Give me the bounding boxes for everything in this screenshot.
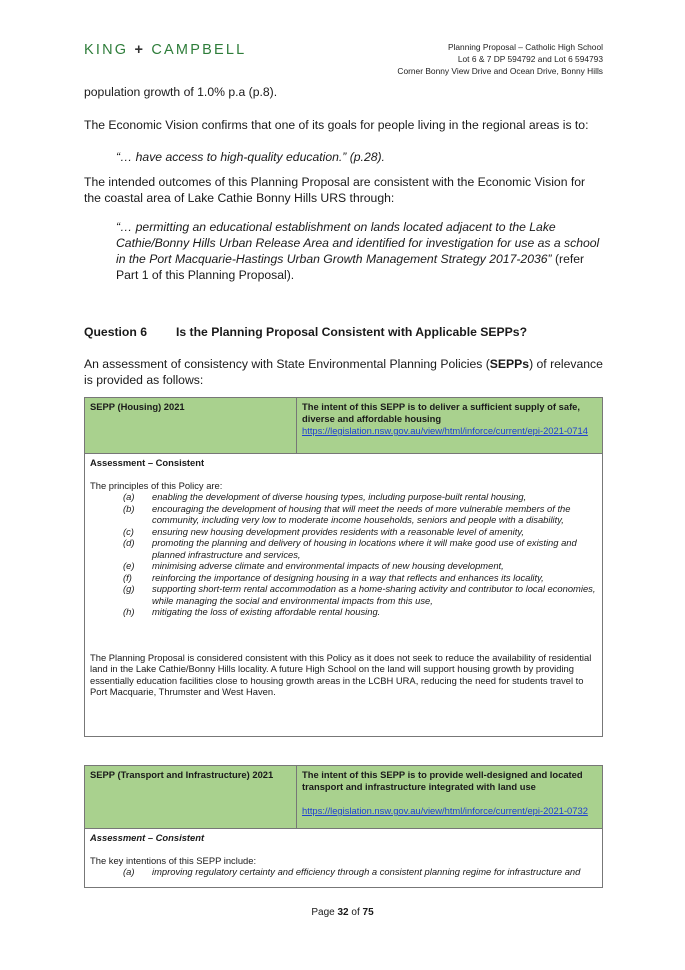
header-line-3: Corner Bonny View Drive and Ocean Drive, Bonny Hills — [397, 66, 603, 76]
list-item — [90, 583, 597, 606]
paragraph-intended-outcomes: The intended outcomes of this Planning Proposal are consistent with the Economic Vision for the coastal area of Lake Cathie Bonny Hills URS through: — [84, 175, 586, 205]
list-item-text: promoting the planning and delivery of housing in locations where it will make good use of existing and planned infrastructure and services, — [152, 537, 577, 560]
quote-educational-establishment — [116, 219, 606, 283]
list-item-label: (d) — [123, 537, 135, 548]
list-item-text: mitigating the loss of existing affordable rental housing. — [152, 606, 381, 617]
list-item — [90, 503, 597, 526]
sepp-housing-conclusion: The Planning Proposal is considered consistent with this Policy as it does not seek to reduce the availability of residential land in the Lake Cathie/Bonny Hills locality. A future High School on the land will support housing growth by providing essentially education facilities close to housing growth areas in the LCBH URA, reducing the need for students travel to Port Macquarie, Thrumster and West Haven. — [90, 651, 592, 697]
sepp-housing-assessment-row — [85, 454, 603, 737]
sepp-transport-intent: The intent of this SEPP is to provide well-designed and located transport and infrastructure integrated with land use — [302, 769, 583, 792]
logo-text-campbell: CAMPBELL — [151, 42, 247, 58]
page-separator: of — [348, 907, 363, 918]
king-campbell-logo — [84, 42, 246, 58]
list-item — [90, 866, 597, 878]
sepp-housing-table — [84, 397, 603, 737]
principles-intro: The principles of this Policy are: — [90, 479, 223, 491]
header-line-1: Planning Proposal – Catholic High School — [447, 42, 603, 52]
question-title: Is the Planning Proposal Consistent with Applicable SEPPs? — [176, 325, 528, 339]
list-item-label: (a) — [123, 866, 135, 877]
sepp-housing-assessment — [85, 454, 603, 737]
list-item — [90, 491, 597, 503]
document-header — [397, 41, 603, 77]
sepp-transport-intent-cell — [297, 766, 603, 829]
list-item — [90, 572, 597, 584]
question-heading — [84, 325, 528, 339]
sepp-transport-name: SEPP (Transport and Infrastructure) 2021 — [85, 766, 297, 829]
list-item-text: ensuring new housing development provides residents with a reasonable level of amenity, — [152, 525, 524, 537]
logo-text-king: KING — [84, 42, 129, 58]
list-item-text: reinforcing the importance of designing housing in a way that reflects and enhances its locality, — [152, 571, 544, 583]
sepp-housing-name: SEPP (Housing) 2021 — [85, 398, 297, 454]
list-item — [90, 526, 597, 538]
list-item-label: (g) — [123, 583, 135, 594]
list-item-label: (c) — [123, 525, 134, 537]
sepp-transport-assessment-heading: Assessment – Consistent — [90, 832, 205, 843]
sepp-housing-assessment-heading: Assessment – Consistent — [90, 457, 205, 468]
intentions-list — [90, 866, 597, 878]
intentions-intro: The key intentions of this SEPP include: — [90, 854, 257, 866]
page-current: 32 — [337, 907, 349, 918]
sepp-housing-intent: The intent of this SEPP is to deliver a sufficient supply of safe, diverse and affordable housing — [302, 401, 581, 424]
list-item — [90, 560, 597, 572]
list-item-label: (b) — [123, 502, 135, 514]
list-item-text: improving regulatory certainty and efficiency through a consistent planning regime for infrastructure and — [152, 866, 581, 877]
question-number: Question 6 — [84, 325, 147, 339]
sepp-transport-assessment — [85, 829, 603, 888]
quote-education: “… have access to high-quality education.” (p.28). — [116, 150, 385, 164]
paragraph-sepp-intro — [84, 356, 604, 388]
principles-list — [90, 491, 597, 618]
page-number — [0, 907, 685, 918]
page-total: 75 — [362, 907, 374, 918]
header-line-2: Lot 6 & 7 DP 594792 and Lot 6 594793 — [457, 54, 603, 64]
list-item-label: (a) — [123, 491, 135, 502]
sepp-transport-header-row — [85, 766, 603, 829]
sepp-housing-header-row — [85, 398, 603, 454]
sepp-transport-link[interactable]: https://legislation.nsw.gov.au/view/html/inforce/current/epi-2021-0732 — [302, 805, 588, 816]
intro-before: An assessment of consistency with State Environmental Planning Policies ( — [84, 357, 490, 371]
intro-sepps-bold: SEPPs — [489, 357, 530, 371]
list-item-label: (e) — [123, 560, 135, 571]
list-item-text: encouraging the development of housing that will meet the needs of more vulnerable members of the community, including very low to moderate income households, seniors and people with a disability, — [152, 502, 571, 525]
logo-plus: + — [134, 42, 146, 58]
sepp-housing-intent-cell — [297, 398, 603, 454]
list-item-label: (f) — [123, 571, 132, 583]
quote-reference: (refer Part 1 of this Planning Proposal). — [116, 252, 585, 282]
list-item-label: (h) — [123, 606, 135, 617]
list-item — [90, 606, 597, 618]
quote-italic-text: “… permitting an educational establishment on lands located adjacent to the Lake Cathie/Bonny Hills Urban Release Area and identified for investigation for use as a school in the Port Macquarie-Hastings Urban Growth Management Strategy 2017-2036” — [116, 220, 600, 266]
list-item-text: enabling the development of diverse housing types, including purpose-built rental housing, — [152, 491, 527, 502]
list-item-text: minimising adverse climate and environmental impacts of new housing development, — [152, 560, 504, 571]
sepp-transport-table — [84, 765, 603, 888]
paragraph-population-growth: population growth of 1.0% p.a (p.8). — [84, 85, 278, 99]
intro-after: ) of relevance is provided as follows: — [84, 357, 603, 387]
list-item — [90, 537, 597, 560]
paragraph-economic-vision: The Economic Vision confirms that one of its goals for people living in the regional areas is to: — [84, 118, 589, 132]
list-item-text: supporting short-term rental accommodation as a home-sharing activity and contributor to local economies, while managing the social and environmental impacts from this use, — [152, 583, 596, 606]
sepp-housing-link[interactable]: https://legislation.nsw.gov.au/view/html/inforce/current/epi-2021-0714 — [302, 425, 588, 436]
page-prefix: Page — [311, 907, 338, 918]
sepp-transport-assessment-row — [85, 829, 603, 888]
